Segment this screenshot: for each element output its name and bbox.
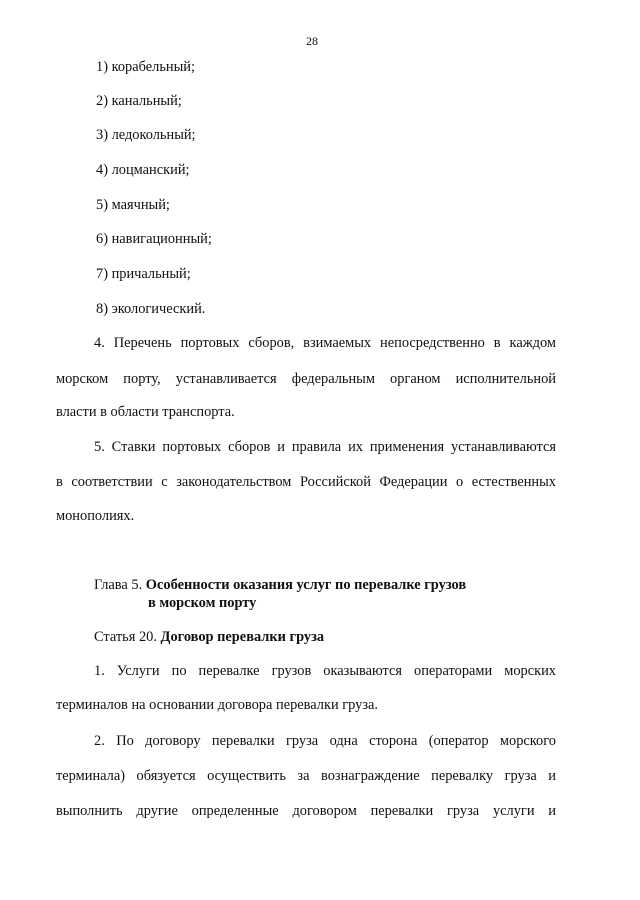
paragraph-line: 4. Перечень портовых сборов, взимаемых непосредственно в каждом: [94, 335, 556, 351]
paragraph-line: морском порту, устанавливается федеральным органом исполнительной: [56, 371, 556, 387]
list-item: 6) навигационный;: [96, 231, 212, 247]
list-item: 1) корабельный;: [96, 59, 195, 75]
paragraph-line: в соответствии с законодательством Российской Федерации о естественных: [56, 474, 556, 490]
paragraph-line: терминала) обязуется осуществить за вознаграждение перевалку груза и: [56, 768, 556, 784]
list-item: 8) экологический.: [96, 301, 206, 317]
paragraph-line: выполнить другие определенные договором перевалки груза услуги и: [56, 803, 556, 819]
article-prefix: Статья 20.: [94, 629, 161, 645]
article-heading: [94, 627, 324, 647]
chapter-title: Особенности оказания услуг по перевалке грузов: [145, 577, 467, 593]
page-number: 28: [306, 34, 318, 48]
list-item: 7) причальный;: [96, 266, 191, 282]
article-title: Договор перевалки груза: [160, 629, 325, 645]
paragraph-line: 5. Ставки портовых сборов и правила их применения устанавливаются: [94, 439, 556, 455]
paragraph-line: терминалов на основании договора перевалки груза.: [56, 697, 379, 713]
paragraph-line: 1. Услуги по перевалке грузов оказываются операторами морских: [94, 663, 556, 679]
chapter-heading-line-1: [94, 575, 466, 595]
chapter-prefix: Глава 5.: [94, 577, 146, 593]
chapter-title-line-2: в морском порту: [148, 595, 257, 611]
paragraph-line: 2. По договору перевалки груза одна сторона (оператор морского: [94, 733, 556, 749]
list-item: 4) лоцманский;: [96, 162, 190, 178]
list-item: 3) ледокольный;: [96, 127, 196, 143]
paragraph-line: власти в области транспорта.: [56, 404, 235, 420]
list-item: 2) канальный;: [96, 93, 182, 109]
paragraph-line: монополиях.: [56, 508, 135, 524]
list-item: 5) маячный;: [96, 197, 170, 213]
